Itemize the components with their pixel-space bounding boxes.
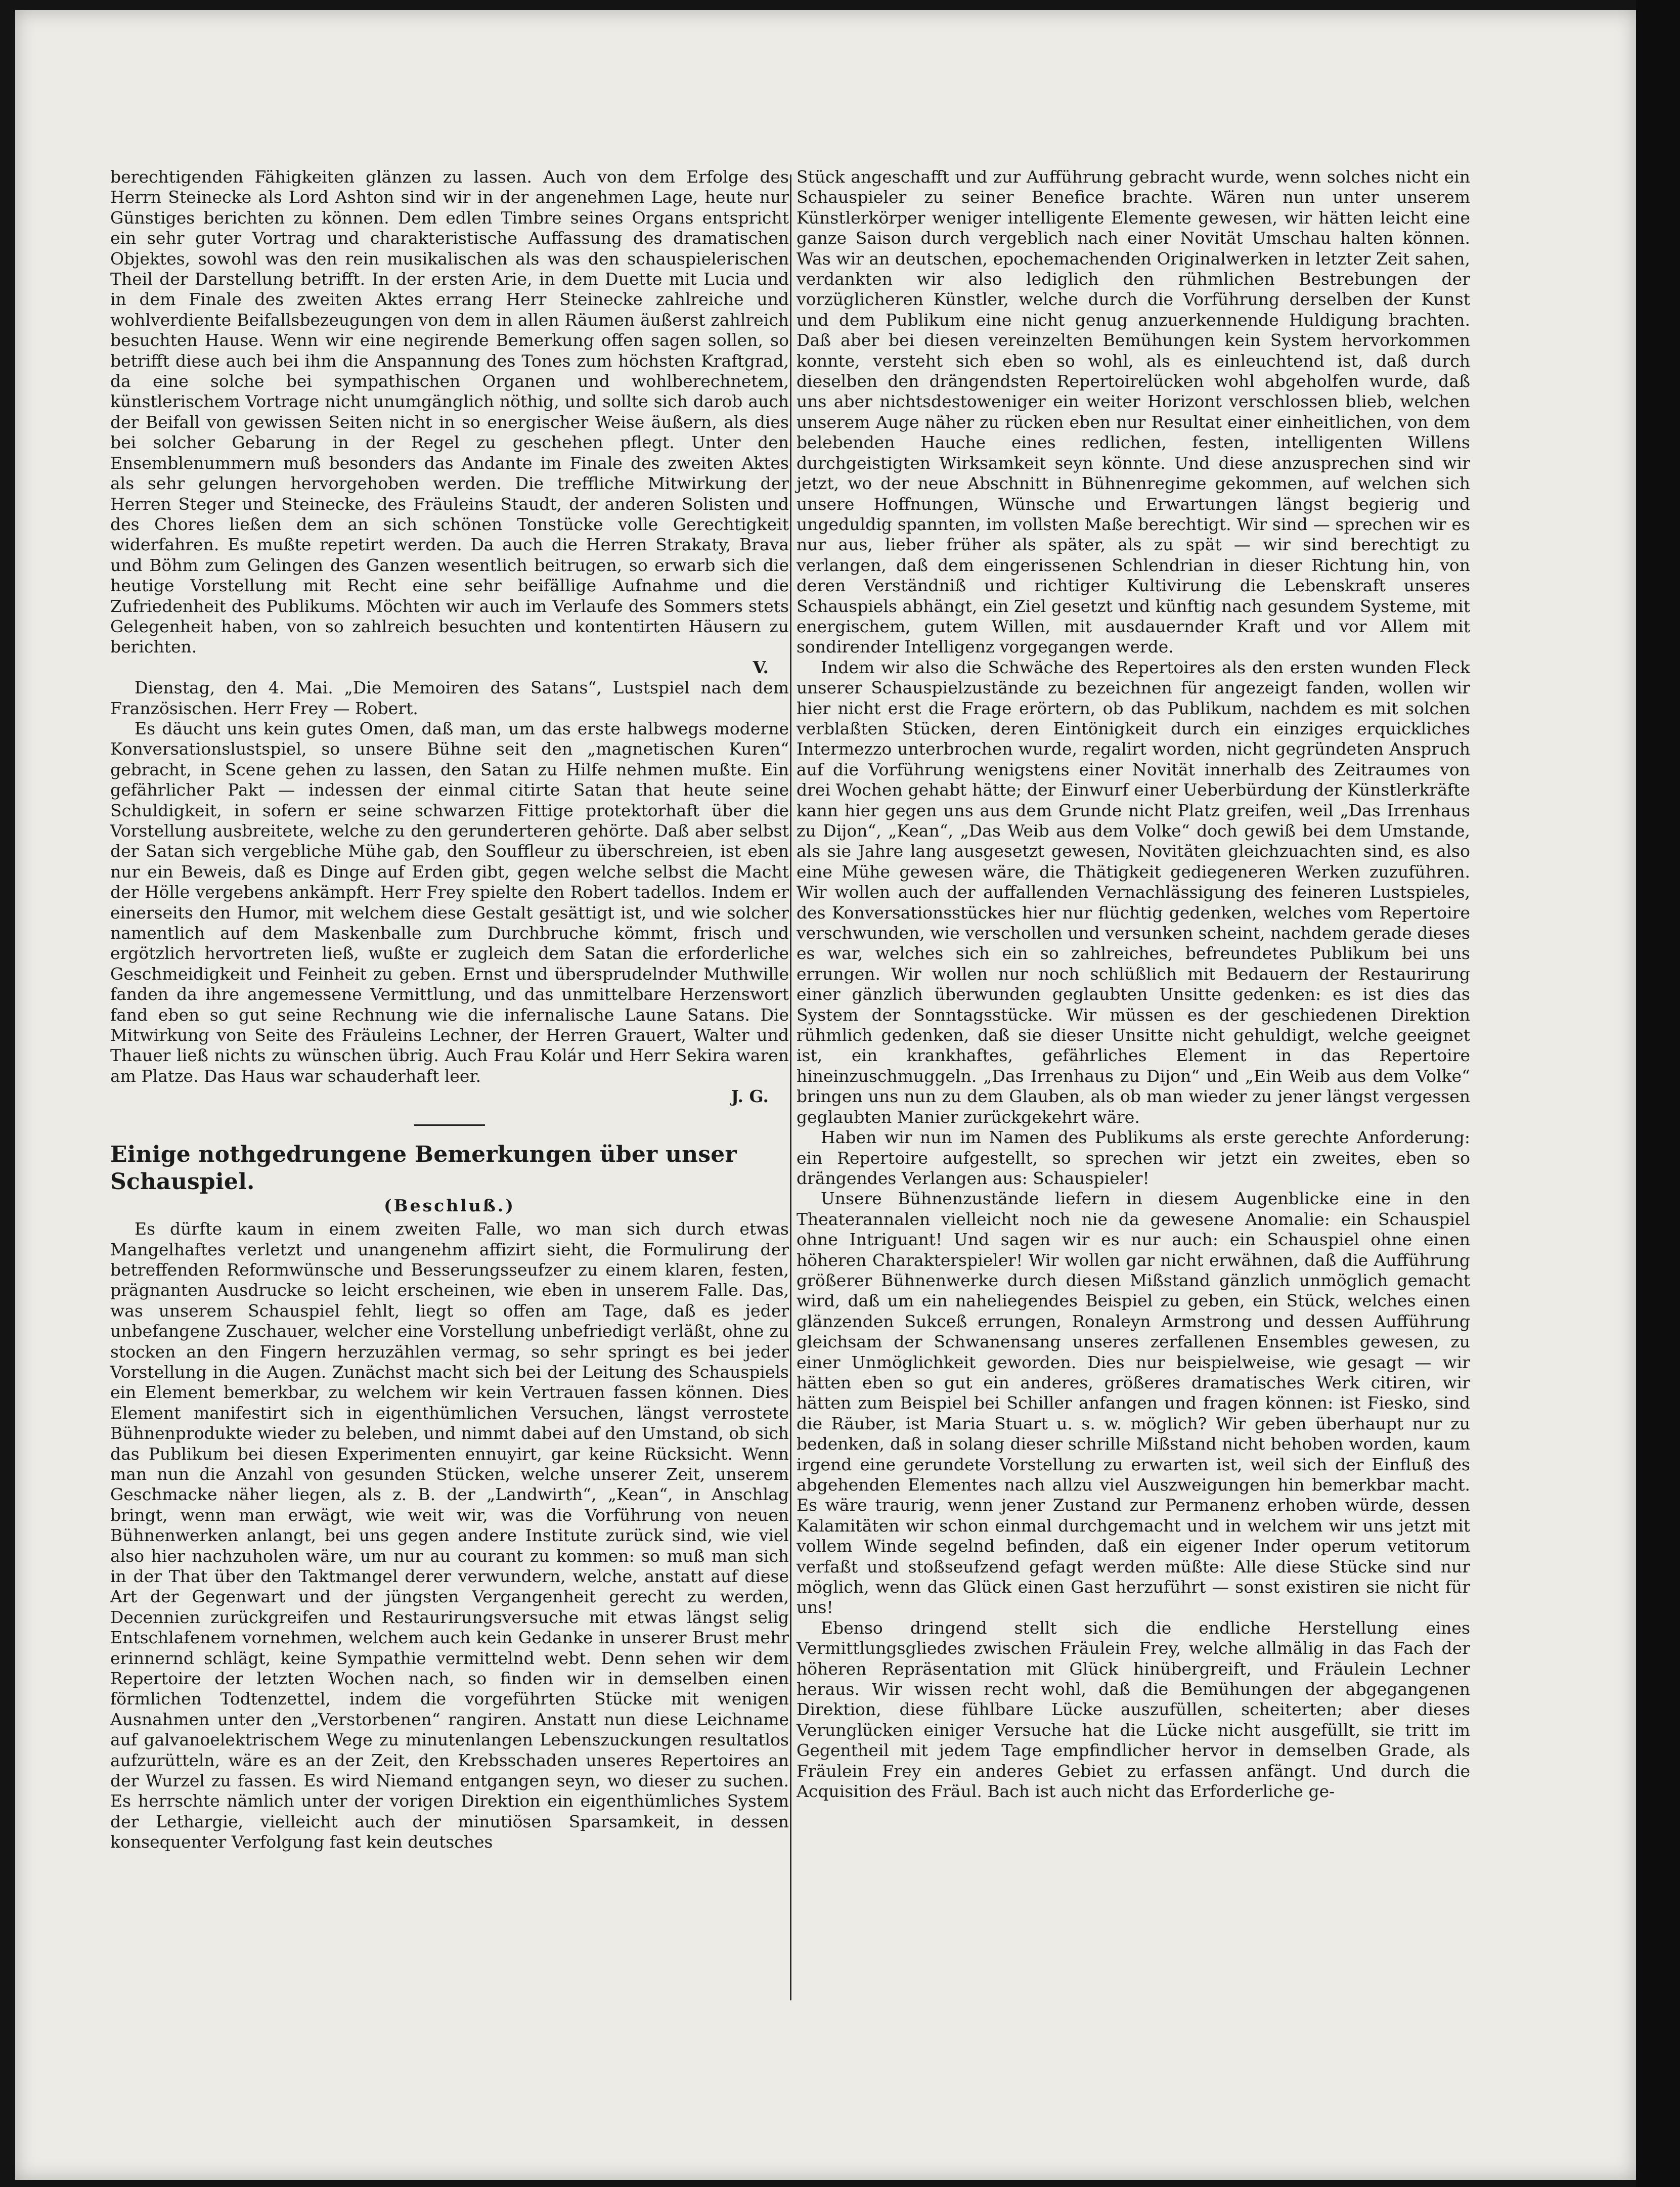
article-paragraph: Unsere Bühnenzustände liefern in diesem Augenblicke eine in den Theaterannalen vielleicht noch nie da gewesene Anomalie: ein Schauspiel ohne Intriguant! Und sagen wir es nur auch: ein Schauspiel ohne einen höheren Charakterspieler! Wir wollen gar nicht erwähnen, daß die Aufführung größerer Bühnenwerke durch diesen Mißstand gänzlich unmöglich gemacht wird, daß um ein naheliegendes Beispiel zu geben, ein Stück, welches einen glänzenden Sukceß errungen, Ronaleyn Armstrong und dessen Aufführung gleichsam der Schwanensang unseres zerfallenen Ensembles gewesen, zu einer Unmöglichkeit geworden. Dies nur beispielweise, wie gesagt — wir hätten eben so gut ein anderes, größeres dramatisches Werk citiren, wir hätten zum Beispiel bei Schiller anfangen und fragen können: ist Fiesko, sind die Räuber, ist Maria Stuart u. s. w. möglich? Wir geben überhaupt nur zu bedenken, daß in solang dieser schrille Mißstand nicht behoben worden, kaum irgend eine gerundete Vorstellung zu erwarten ist, weil sich der Einfluß des abgehenden Elementes nach allzu viel Auszweigungen hin bemerkbar macht. Es wäre traurig, wenn jener Zustand zur Permanenz erhoben würde, dessen Kalamitäten wir schon einmal durchgemacht und in welchem wir uns jetzt mit vollem Winde segelnd befinden, daß ein eigener Inder operum vetitorum verfaßt und stoßseufzend gefagt werden müßte: Alle diese Stücke sind nur möglich, wenn das Glück einen Gast herzuführt — sonst existiren sie nicht für uns! [797, 1189, 1470, 1617]
right-column [797, 167, 1470, 1802]
article-title: Einige nothgedrungene Bemerkungen über unser Schauspiel. [110, 1141, 737, 1195]
review-signature-v: V. [753, 657, 769, 677]
section-separator [414, 1124, 485, 1126]
article-paragraph: Stück angeschafft und zur Aufführung gebracht wurde, wenn solches nicht ein Schauspieler zu seiner Benefice brachte. Wären nun unter unserem Künstlerkörper weniger intelligente Elemente gewesen, wir hätten leicht eine ganze Saison durch vergeblich nach einer Novität Umschau halten können. Was wir an deutschen, epochemachenden Originalwerken in letzter Zeit sahen, verdankten wir also lediglich den rühmlichen Bestrebungen der vorzüglicheren Künstler, welche durch die Vorführung derselben der Kunst und dem Publikum eine nicht genug anzuerkennende Huldigung brachten. Daß aber bei diesen vereinzelten Bemühungen kein System hervorkommen konnte, versteht sich eben so wohl, als es einleuchtend ist, daß durch dieselben den drängendsten Repertoirelücken wohl abgeholfen wurde, daß uns aber nichtsdestoweniger ein weiter Horizont verschlossen blieb, welchen unserem Auge näher zu rücken eben nur Resultat einer einheitlichen, von dem belebenden Hauche eines redlichen, festen, intelligenten Willens durchgeistigten Wirksamkeit seyn könnte. Und diese anzusprechen sind wir jetzt, wo der neue Abschnitt in Bühnenregime gekommen, auf welchen sich unsere Hoffnungen, Wünsche und Erwartungen längst begierig und ungeduldig spannten, im vollsten Maße berechtigt. Wir sind — sprechen wir es nur aus, lieber früher als später, als zu spät — wir sind berechtigt zu verlangen, daß dem eingerissenen Schlendrian in dieser Richtung hin, von deren Verständniß und richtiger Kultivirung die Lebenskraft unseres Schauspiels abhängt, ein Ziel gesetzt und künftig nach gesundem Systeme, mit energischem, gutem Willen, mit ausdauernder Kraft und vor Allem mit sondirender Intelligenz vorgegangen werde. [797, 167, 1470, 657]
article-paragraph: Es dürfte kaum in einem zweiten Falle, wo man sich durch etwas Mangelhaftes verletzt und unangenehm affizirt sieht, die Formulirung der betreffenden Reformwünsche und Besserungsseufzer zu einem klaren, festen, prägnanten Ausdrucke so leicht erscheinen, wie eben in unserem Falle. Das, was unserem Schauspiel fehlt, liegt so offen am Tage, daß es jeder unbefangene Zuschauer, welcher eine Vorstellung unbefriedigt verläßt, ohne zu stocken an den Fingern herzuzählen vermag, so sehr springt es bei jeder Vorstellung in die Augen. Zunächst macht sich bei der Leitung des Schauspiels ein Element bemerkbar, zu welchem wir kein Vertrauen fassen können. Dies Element manifestirt sich in eigenthümlichen Versuchen, längst verrostete Bühnenprodukte wieder zu beleben, und nimmt dabei auf den Umstand, ob sich das Publikum bei diesen Experimenten ennuyirt, gar keine Rücksicht. Wenn man nun die Anzahl von gesunden Stücken, welche unserer Zeit, unserem Geschmacke näher liegen, als z. B. der „Landwirth“, „Kean“, in Anschlag bringt, wenn man erwägt, wie weit wir, was die Vorführung von neuen Bühnenwerken anlangt, bei uns gegen andere Institute zurück sind, wie viel also hier nachzuholen wäre, um nur au courant zu kommen: so muß man sich in der That über den Taktmangel derer verwundern, welche, anstatt auf diese Art der Gegenwart und der jüngsten Vergangenheit gerecht zu werden, Decennien zurückgreifen und Restaurirungsversuche mit etwas längst selig Entschlafenem vornehmen, welchem auch kein Gedanke in unserer Brust mehr erinnernd schlägt, keine Sympathie vermittelnd webt. Denn sehen wir dem Repertoire der letzten Wochen nach, so finden wir in demselben einen förmlichen Todtenzettel, indem die vorgeführten Stücke mit wenigen Ausnahmen unter den „Verstorbenen“ rangiren. Anstatt nun diese Leichname auf galvanoelektrischem Wege zu minutenlangen Lebenszuckungen resultatlos aufzurütteln, wäre es an der Zeit, den Krebsschaden unseres Repertoires an der Wurzel zu fassen. Es wird Niemand entgangen seyn, wo dieser zu suchen. Es herrschte nämlich unter der vorigen Direktion ein eigenthümliches System der Lethargie, vielleicht auch der minutiösen Sparsamkeit, in dessen konsequenter Verfolgung fast kein deutsches [110, 1219, 789, 1852]
review-satan-paragraph: Es däucht uns kein gutes Omen, daß man, um das erste halbwegs moderne Konversationslustspiel, so unsere Bühne seit den „magnetischen Kuren“ gebracht, in Scene gehen zu lassen, den Satan zu Hilfe nehmen mußte. Ein gefährlicher Pakt — indessen der einmal citirte Satan that heute seine Schuldigkeit, in sofern er seine schwarzen Fittige protektorhaft über die Vorstellung ausbreitete, welche zu den gerunderteren gehörte. Daß aber selbst der Satan sich vergebliche Mühe gab, den Souffleur zu überschreien, ist eben nur ein Beweis, daß es Dinge auf Erden gibt, gegen welche selbst die Macht der Hölle vergebens ankämpft. Herr Frey spielte den Robert tadellos. Indem er einerseits den Humor, mit welchem diese Gestalt gesättigt ist, und wie solcher namentlich auf dem Maskenballe zum Durchbruche kömmt, frisch und ergötzlich hervortreten ließ, wußte er zugleich dem Satan die erforderliche Geschmeidigkeit und Feinheit zu geben. Ernst und übersprudelnder Muthwille fanden da ihre angemessene Vermittlung, und das unmittelbare Herzenswort fand eben so gut seine Rechnung wie die infernalische Laune Satans. Die Mitwirkung von Seite des Fräuleins Lechner, der Herren Grauert, Walter und Thauer ließ nichts zu wünschen übrig. Auch Frau Kolár und Herr Sekira waren am Platze. Das Haus war schauderhaft leer. [110, 718, 789, 1086]
review-signature-jg: J. G. [731, 1086, 769, 1107]
article-paragraph: Ebenso dringend stellt sich die endliche Herstellung eines Vermittlungsgliedes zwischen Fräulein Frey, welche allmälig in das Fach der höheren Repräsentation mit Glück hinübergreift, und Fräulein Lechner heraus. Wir wissen recht wohl, daß die Bemühungen der abgegangenen Direktion, diese fühlbare Lücke auszufüllen, scheiterten; aber dieses Verunglücken einiger Versuche hat die Lücke nicht ausgefüllt, sie tritt im Gegentheil mit jedem Tage empfindlicher hervor in demselben Grade, als Fräulein Frey ein anderes Gebiet zu erfassen anfängt. Und durch die Acquisition des Fräul. Bach ist auch nicht das Erforderliche ge- [797, 1617, 1470, 1802]
scan-right-edge [1636, 0, 1680, 2187]
review-date-line: Dienstag, den 4. Mai. „Die Memoiren des Satans“, Lustspiel nach dem Französischen. Herr Frey — Robert. [110, 678, 789, 718]
article-paragraph: Haben wir nun im Namen des Publikums als erste gerechte Anforderung: ein Repertoire aufgestellt, so sprechen wir jetzt ein zweites, eben so drängendes Verlangen aus: Schauspieler! [797, 1127, 1470, 1188]
column-divider [790, 174, 791, 2000]
article-subtitle: (Beschluß.) [384, 1195, 515, 1215]
left-column [110, 167, 789, 1853]
article-paragraph: Indem wir also die Schwäche des Repertoires als den ersten wunden Fleck unserer Schauspielzustände zu bezeichnen für angezeigt fanden, wollen wir hier nicht erst die Frage erörtern, ob das Publikum, nachdem es mit solchen verblaßten Stücken, deren Eintönigkeit durch ein einziges erquickliches Intermezzo unterbrochen wurde, regalirt worden, nicht gegründeten Anspruch auf die Vorführung wenigstens einer Novität innerhalb des Zeitraumes von drei Wochen gehabt hätte; der Einwurf einer Ueberbürdung der Künstlerkräfte kann hier gegen uns aus dem Grunde nicht Platz greifen, weil „Das Irrenhaus zu Dijon“, „Kean“, „Das Weib aus dem Volke“ doch gewiß bei dem Umstande, als sie Jahre lang ausgesetzt gewesen, Novitäten gleichzuachten sind, es also eine Mühe gewesen wäre, die Thätigkeit gediegeneren Werken zuzuführen. Wir wollen auch der auffallenden Vernachlässigung des feineren Lustspieles, des Konversationsstückes hier nur flüchtig gedenken, welches vom Repertoire verschwunden, wie verschollen und versunken scheint, nachdem gerade dieses es war, welches sich ein so zahlreiches, befreundetes Publikum bei uns errungen. Wir wollen nur noch schlüßlich mit Bedauern der Restaurirung einer gänzlich überwunden geglaubten Unsitte gedenken: es ist dies das System der Sonntagsstücke. Wir müssen es der geschiedenen Direktion rühmlich gedenken, daß sie dieser Unsitte nicht gehuldigt, welche geeignet ist, ein krankhaftes, gefährliches Element in das Repertoire hineinzuschmuggeln. „Das Irrenhaus zu Dijon“ und „Ein Weib aus dem Volke“ bringen uns nun zu dem Glauben, als ob man wieder zu jener längst vergessen geglaubten Manier zurückgekehrt wäre. [797, 657, 1470, 1127]
review-lucia-paragraph: berechtigenden Fähigkeiten glänzen zu lassen. Auch von dem Erfolge des Herrn Steinecke als Lord Ashton sind wir in der angenehmen Lage, heute nur Günstiges berichten zu können. Dem edlen Timbre seines Organs entspricht ein sehr guter Vortrag und charakteristische Auffassung des dramatischen Objektes, sowohl was den rein musikalischen als was den schauspielerischen Theil der Darstellung betrifft. In der ersten Arie, in dem Duette mit Lucia und in dem Finale des zweiten Aktes errang Herr Steinecke zahlreiche und wohlverdiente Beifallsbezeugungen von dem in allen Räumen äußerst zahlreich besuchten Hause. Wenn wir eine negirende Bemerkung offen sagen sollen, so betrifft diese auch bei ihm die Anspannung des Tones zum höchsten Kraftgrad, da eine solche bei sympathischen Organen und wohlberechnetem, künstlerischem Vortrage nicht unumgänglich nöthig, und sollte sich darob auch der Beifall von gewissen Seiten nicht in so energischer Weise äußern, als dies bei solcher Gebarung in der Regel zu geschehen pflegt. Unter den Ensemblenummern muß besonders das Andante im Finale des zweiten Aktes als sehr gelungen hervorgehoben werden. Die treffliche Mitwirkung der Herren Steger und Steinecke, des Fräuleins Staudt, der anderen Solisten und des Chores ließen dem an sich schönen Tonstücke volle Gerechtigkeit widerfahren. Es mußte repetirt werden. Da auch die Herren Strakaty, Brava und Böhm zum Gelingen des Ganzen wesentlich beitrugen, so erwarb sich die heutige Vorstellung mit Recht eine sehr beifällige Aufnahme und die Zufriedenheit des Publikums. Möchten wir auch im Verlaufe des Sommers stets Gelegenheit haben, von so zahlreich besuchten und kontentirten Häusern zu berichten. [110, 167, 789, 657]
